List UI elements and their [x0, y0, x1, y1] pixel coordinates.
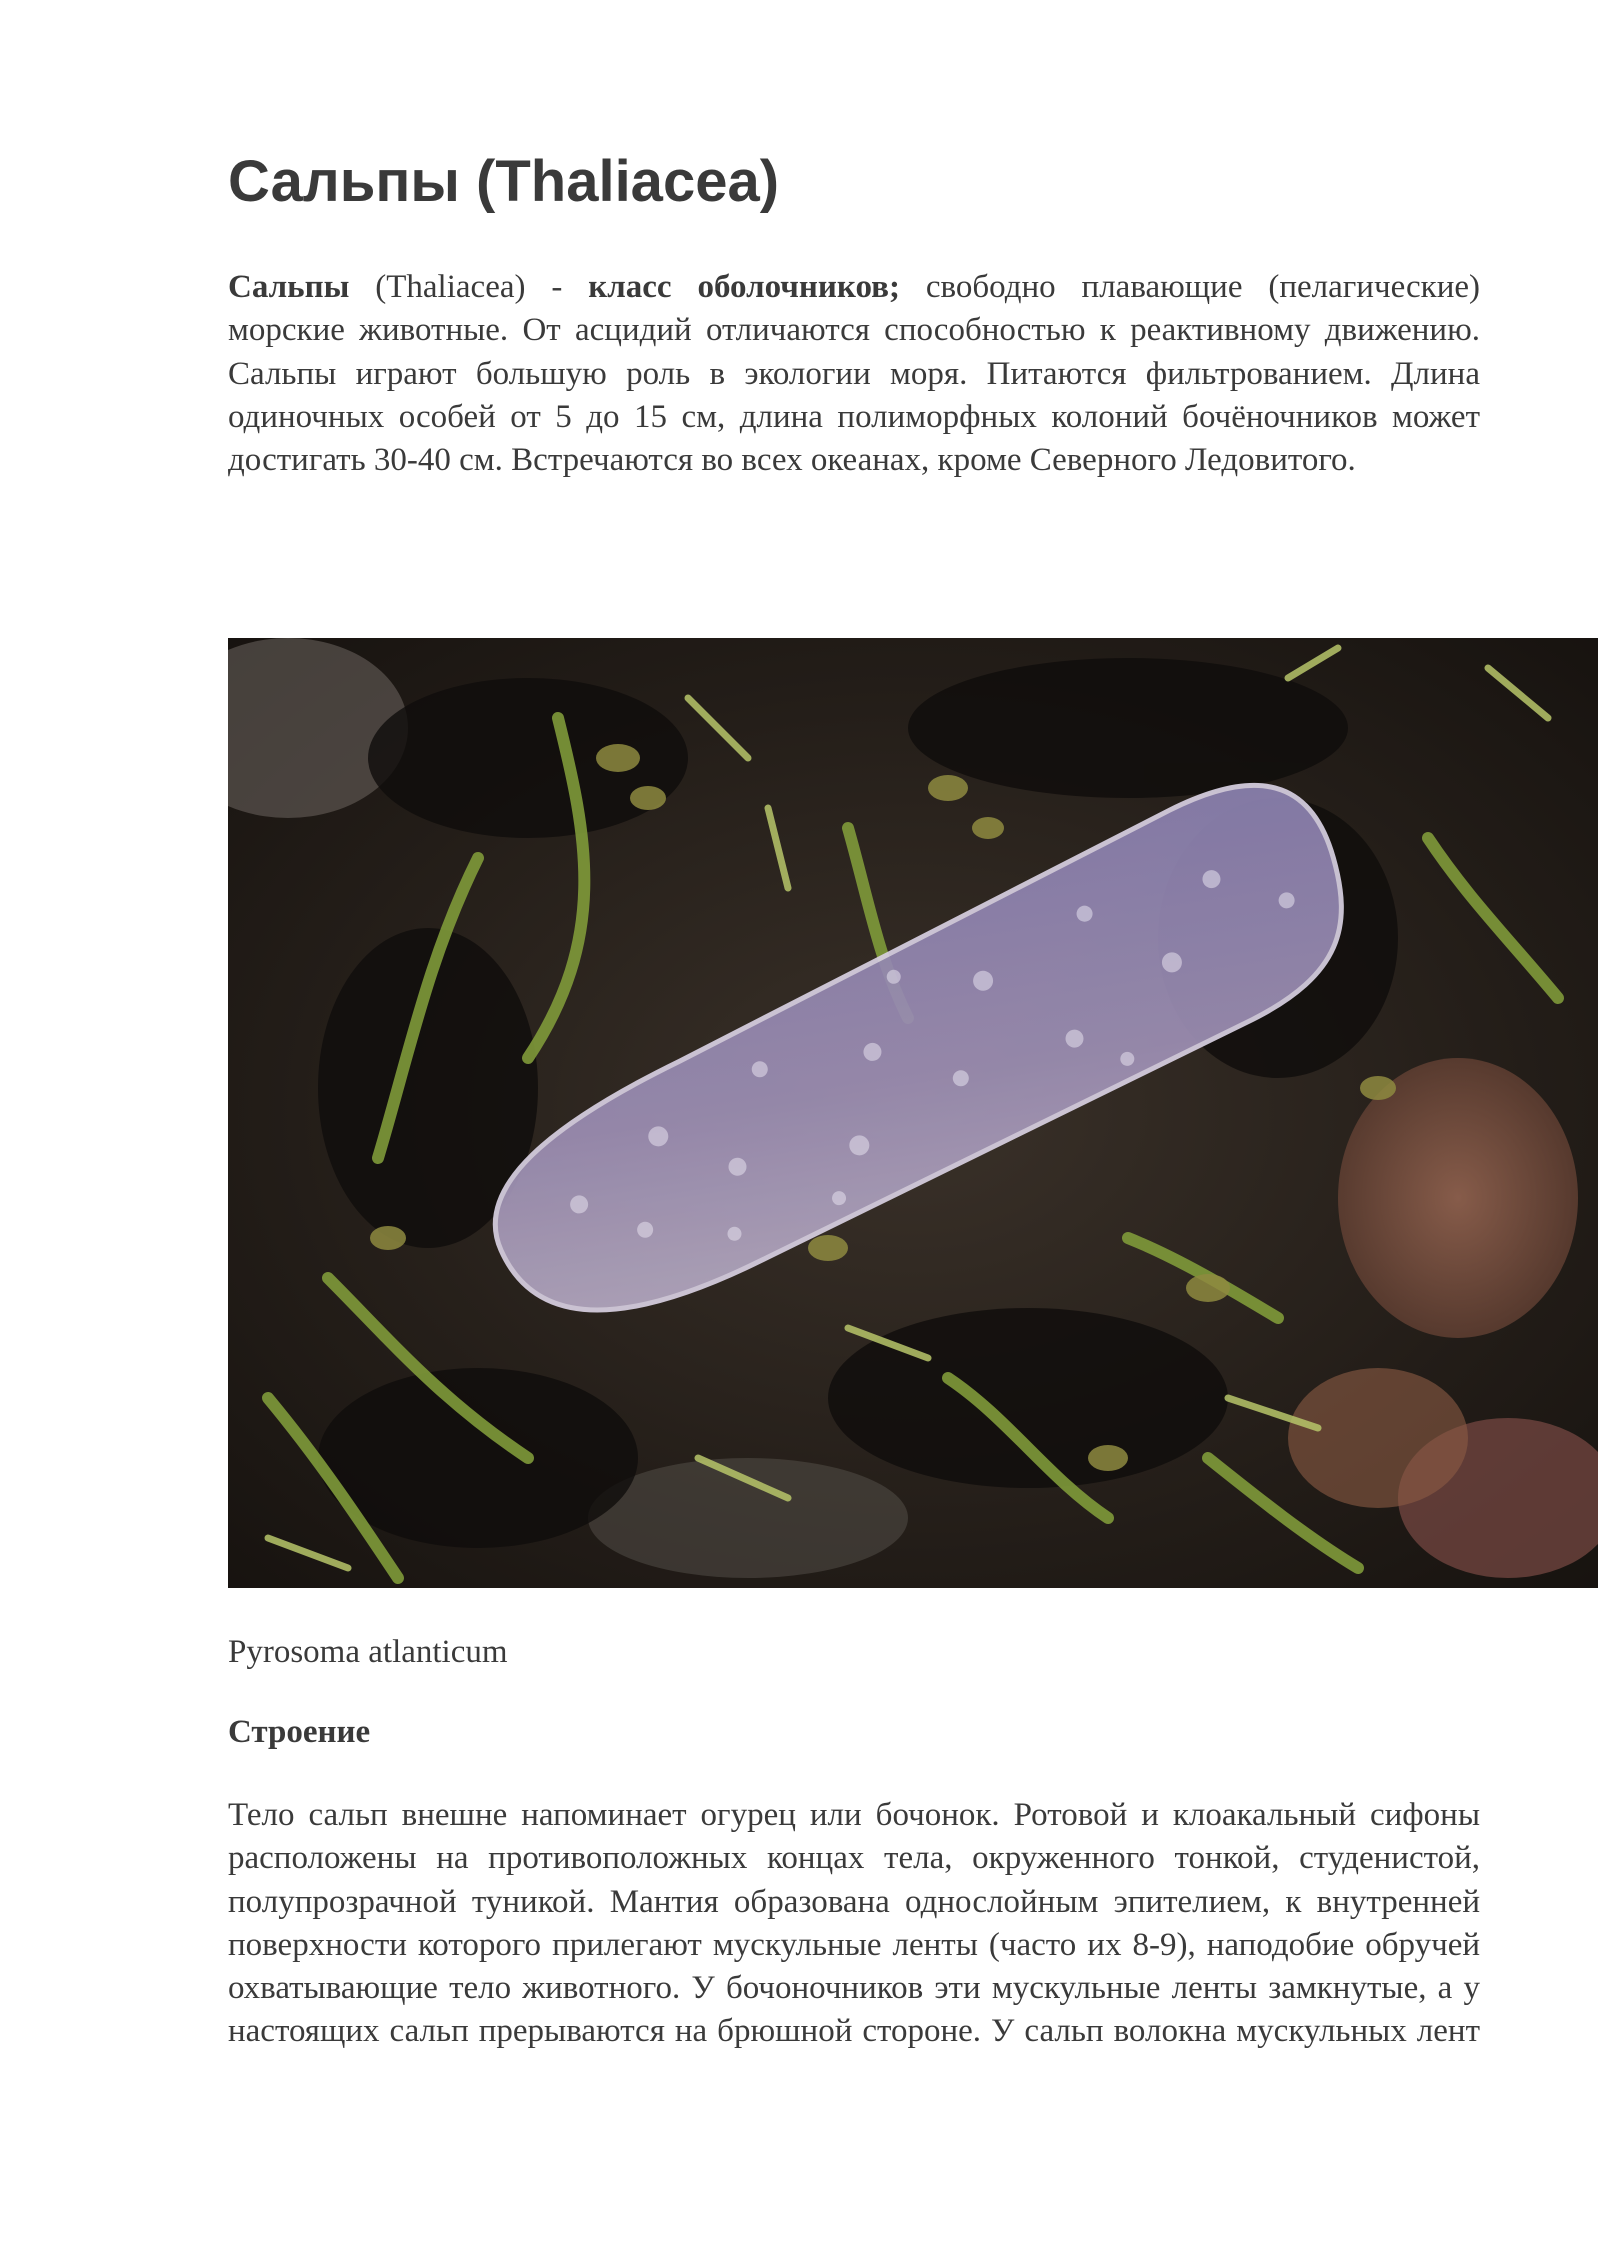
- intro-latin: (Thaliacea) -: [375, 269, 563, 305]
- intro-text: свободно плавающие (пелагические) морские животные. От асцидий отличаются способностью к реактивному движению. Сальпы играют большую роль в экологии моря. Питаются фильтрованием. Длина одиночных особей от 5 до 15 см, длина полиморфных колоний бочёночников может достигать 30-40 см. Встречаются во всех океанах, кроме Северного Ледовитого.: [228, 269, 1481, 479]
- page-title: Сальпы (Thaliacea): [228, 149, 780, 214]
- pyrosoma-photo: [228, 638, 1598, 1588]
- intro-paragraph: [228, 266, 1480, 482]
- section-heading: Строение: [228, 1714, 371, 1750]
- structure-paragraph: Тело сальп внешне напоминает огурец или бочонок. Ротовой и клоакальный сифоны расположены на противоположных концах тела, окруженного тонкой, студенистой, полупрозрачной туникой. Мантия образована однослойным эпителием, к внутренней поверхности которого прилегают мускульные ленты (часто их 8-9), наподобие обручей охватывающие тело животного. У бочоночников эти мускульные ленты замкнутые, а у настоящих сальп прерываются на брюшной стороне. У сальп волокна мускульных лент: [228, 1797, 1480, 2050]
- intro-term: Сальпы: [228, 269, 350, 305]
- intro-class-label: класс оболочников;: [588, 269, 900, 305]
- figure-caption: Pyrosoma atlanticum: [228, 1634, 508, 1670]
- pyrosoma-illustration: [228, 638, 1598, 1588]
